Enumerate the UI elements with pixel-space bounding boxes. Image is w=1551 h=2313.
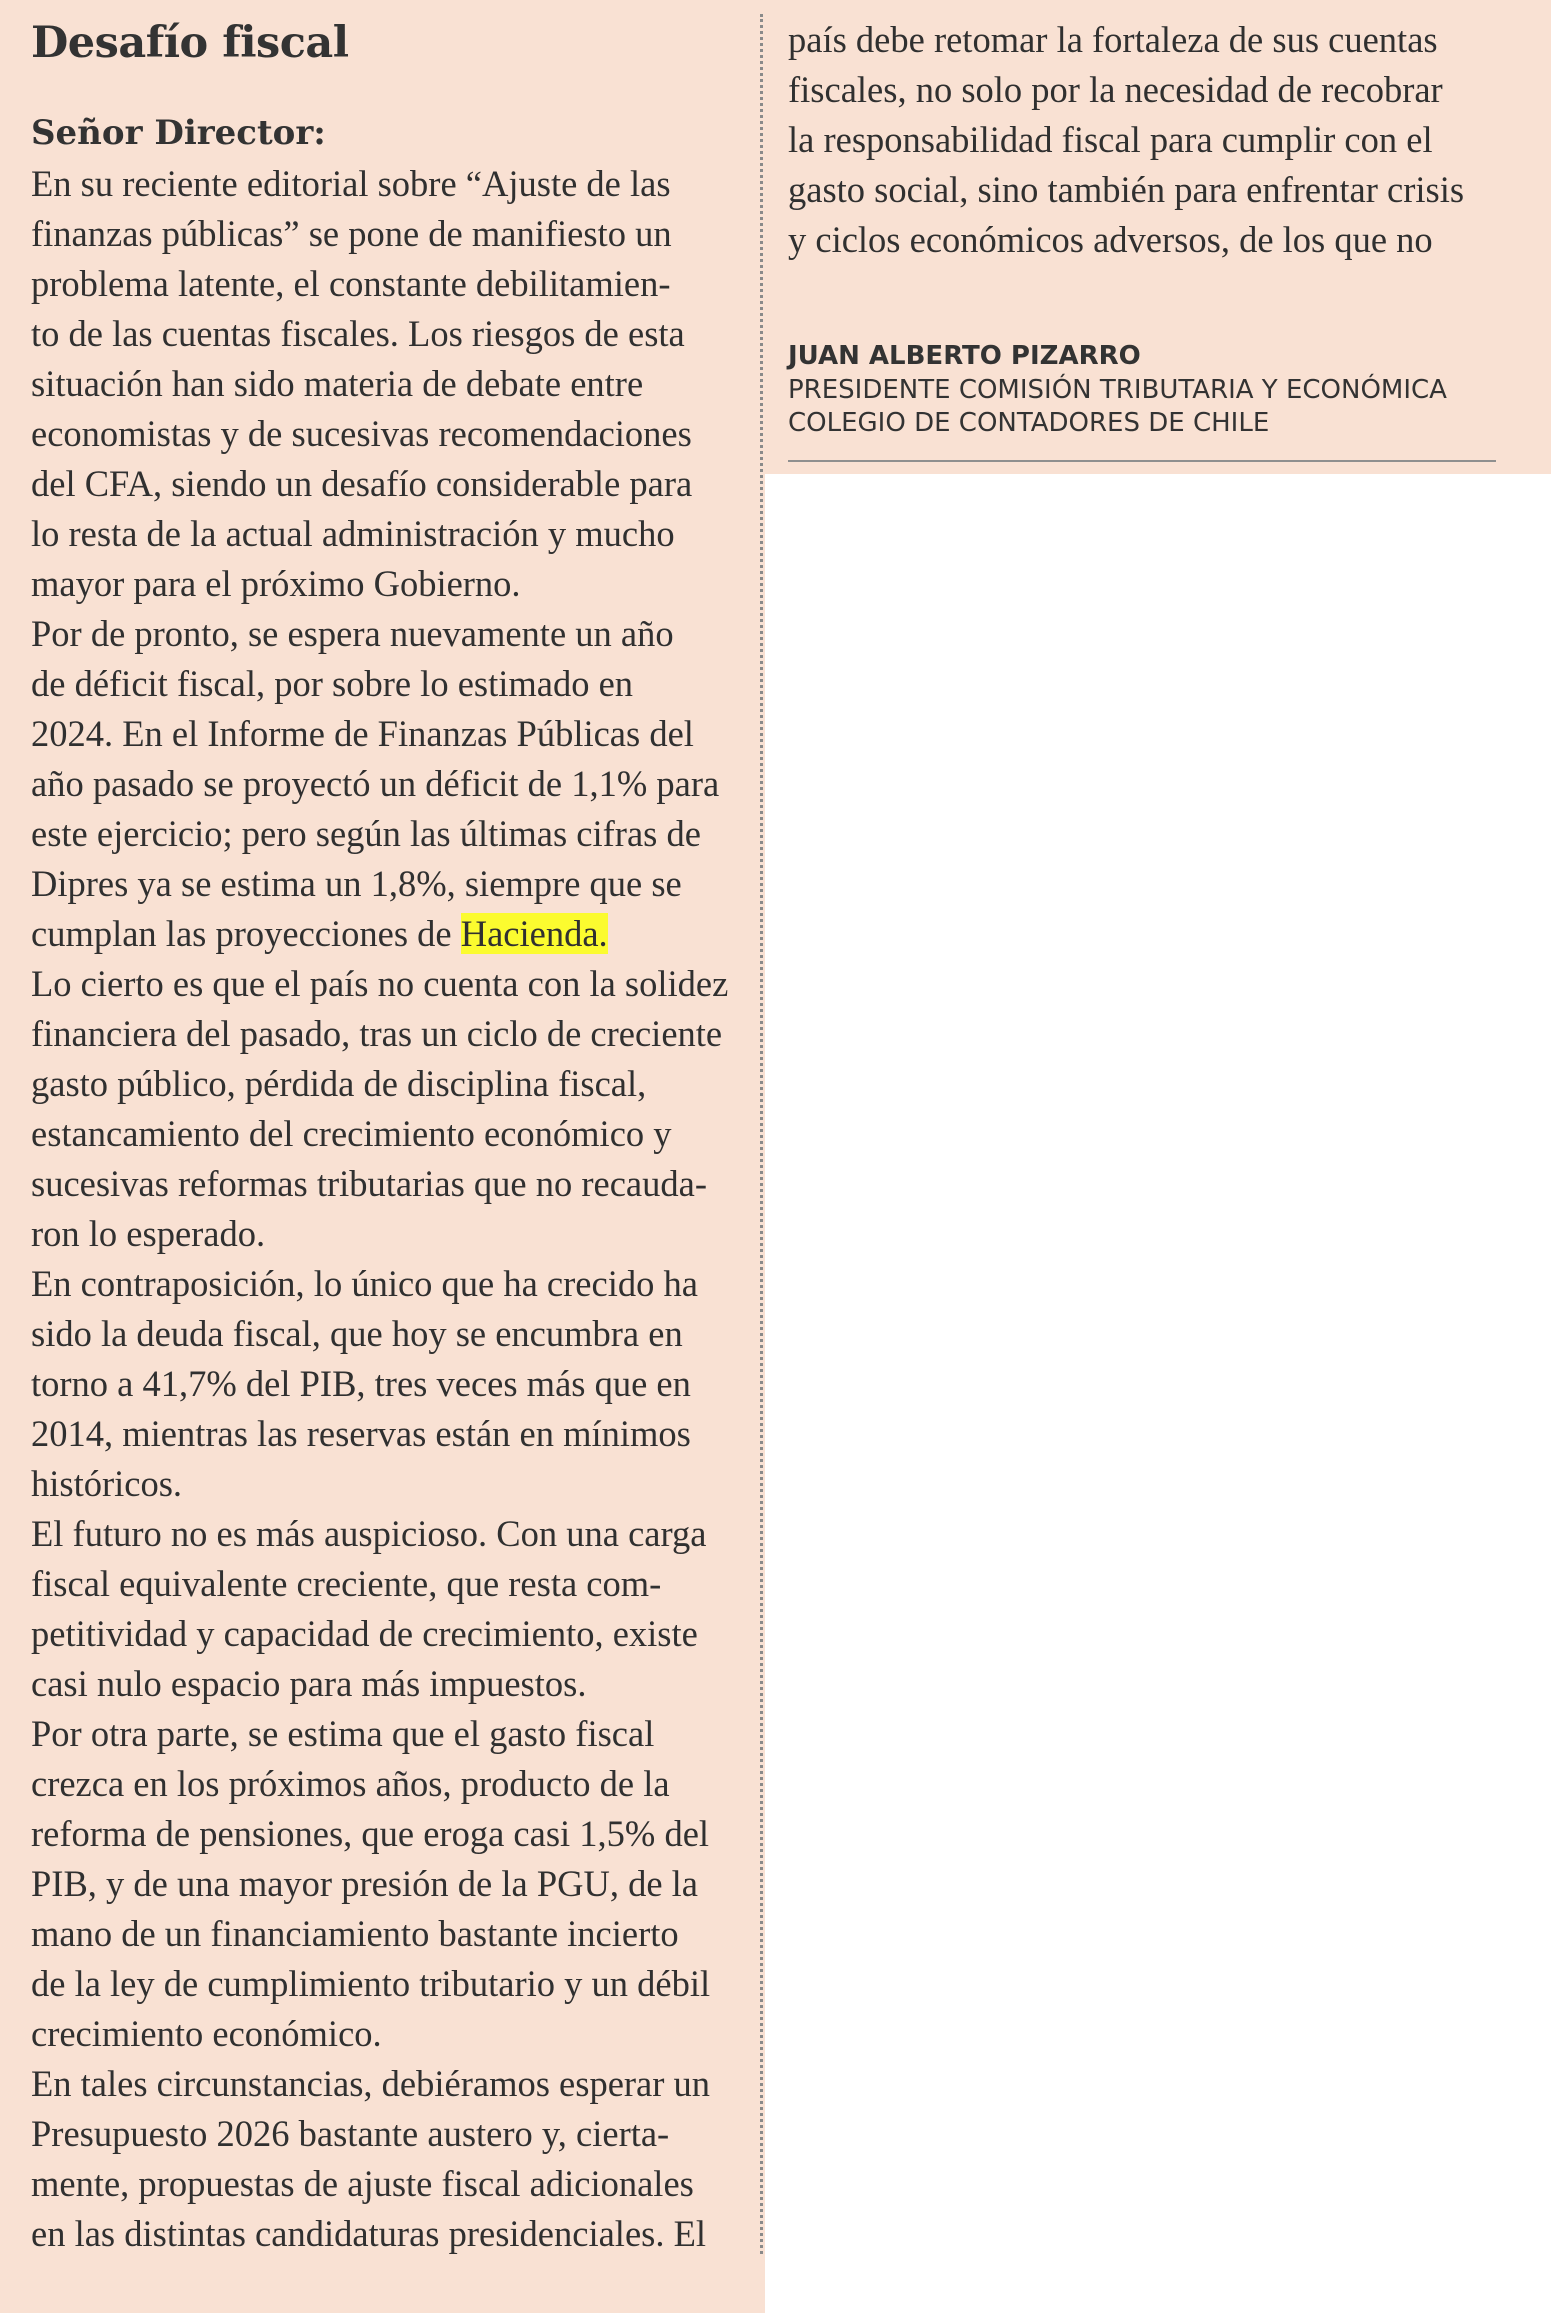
body-line: En tales circunstancias, debiéramos esperar un [31, 2063, 711, 2104]
body-line: 2024. En el Informe de Finanzas Públicas del [31, 713, 694, 754]
body-line: 2014, mientras las reservas están en mínimos [31, 1413, 691, 1454]
body-line: Por de pronto, se espera nuevamente un año [31, 613, 674, 654]
body-line: en las distintas candidaturas presidenciales. El [31, 2213, 707, 2254]
body-line: Lo cierto es que el país no cuenta con la solidez [31, 963, 729, 1004]
body-line-with-highlight [31, 909, 751, 959]
body-line: mano de un financiamiento bastante incierto [31, 1913, 679, 1954]
body-line: En contraposición, lo único que ha crecido ha [31, 1263, 698, 1304]
signature-role: PRESIDENTE COMISIÓN TRIBUTARIA Y ECONÓMICA [788, 375, 1447, 405]
body-line: de la ley de cumplimiento tributario y un débil [31, 1963, 711, 2004]
article-title: Desafío fiscal [31, 18, 349, 68]
body-line: Dipres ya se estima un 1,8%, siempre que se [31, 863, 682, 904]
signature-rule [788, 460, 1496, 462]
body-line: casi nulo espacio para más impuestos. [31, 1663, 587, 1704]
body-line: lo resta de la actual administración y mucho [31, 513, 675, 554]
body-line: país debe retomar la fortaleza de sus cuentas [788, 19, 1438, 60]
highlighted-word: Hacienda. [460, 913, 608, 954]
body-line: mayor para el próximo Gobierno. [31, 563, 521, 604]
body-line: gasto social, sino también para enfrentar crisis [788, 169, 1465, 210]
body-line-text: cumplan las proyecciones de [31, 913, 461, 954]
body-line: crezca en los próximos años, producto de la [31, 1763, 670, 1804]
body-line: Por otra parte, se estima que el gasto fiscal [31, 1713, 655, 1754]
body-line: y ciclos económicos adversos, de los que no [788, 219, 1433, 260]
body-line: históricos. [31, 1463, 183, 1504]
body-line: del CFA, siendo un desafío considerable para [31, 463, 693, 504]
body-line: estancamiento del crecimiento económico y [31, 1113, 672, 1154]
body-line: mente, propuestas de ajuste fiscal adicionales [31, 2163, 694, 2204]
letter-body-left [31, 159, 751, 2259]
signature-name: JUAN ALBERTO PIZARRO [788, 341, 1141, 371]
body-line: torno a 41,7% del PIB, tres veces más que en [31, 1363, 691, 1404]
body-line: sido la deuda fiscal, que hoy se encumbra en [31, 1313, 683, 1354]
body-line: este ejercicio; pero según las últimas cifras de [31, 813, 701, 854]
body-line: situación han sido materia de debate entre [31, 363, 644, 404]
column-divider [760, 14, 763, 2254]
body-line: año pasado se proyectó un déficit de 1,1% para [31, 763, 720, 804]
letter-body-right [788, 15, 1508, 265]
salutation: Señor Director: [31, 113, 326, 153]
body-line: to de las cuentas fiscales. Los riesgos de esta [31, 313, 685, 354]
body-line: Presupuesto 2026 bastante austero y, cierta- [31, 2113, 670, 2154]
body-line: financiera del pasado, tras un ciclo de creciente [31, 1013, 723, 1054]
body-line: problema latente, el constante debilitamien- [31, 263, 671, 304]
signature-organization: COLEGIO DE CONTADORES DE CHILE [788, 408, 1270, 438]
body-line: fiscales, no solo por la necesidad de recobrar [788, 69, 1443, 110]
body-line: de déficit fiscal, por sobre lo estimado en [31, 663, 634, 704]
body-line: ron lo esperado. [31, 1213, 266, 1254]
body-line: reforma de pensiones, que eroga casi 1,5% del [31, 1813, 710, 1854]
body-line: crecimiento económico. [31, 2013, 382, 2054]
body-line: PIB, y de una mayor presión de la PGU, de la [31, 1863, 698, 1904]
body-line: El futuro no es más auspicioso. Con una carga [31, 1513, 707, 1554]
body-line: fiscal equivalente creciente, que resta com- [31, 1563, 662, 1604]
body-line: la responsabilidad fiscal para cumplir con el [788, 119, 1433, 160]
body-line: sucesivas reformas tributarias que no recauda- [31, 1163, 707, 1204]
body-line: En su reciente editorial sobre “Ajuste de las [31, 163, 671, 204]
body-line: finanzas públicas” se pone de manifiesto un [31, 213, 672, 254]
body-line: gasto público, pérdida de disciplina fiscal, [31, 1063, 647, 1104]
body-line: economistas y de sucesivas recomendaciones [31, 413, 692, 454]
body-line: petitividad y capacidad de crecimiento, existe [31, 1613, 698, 1654]
